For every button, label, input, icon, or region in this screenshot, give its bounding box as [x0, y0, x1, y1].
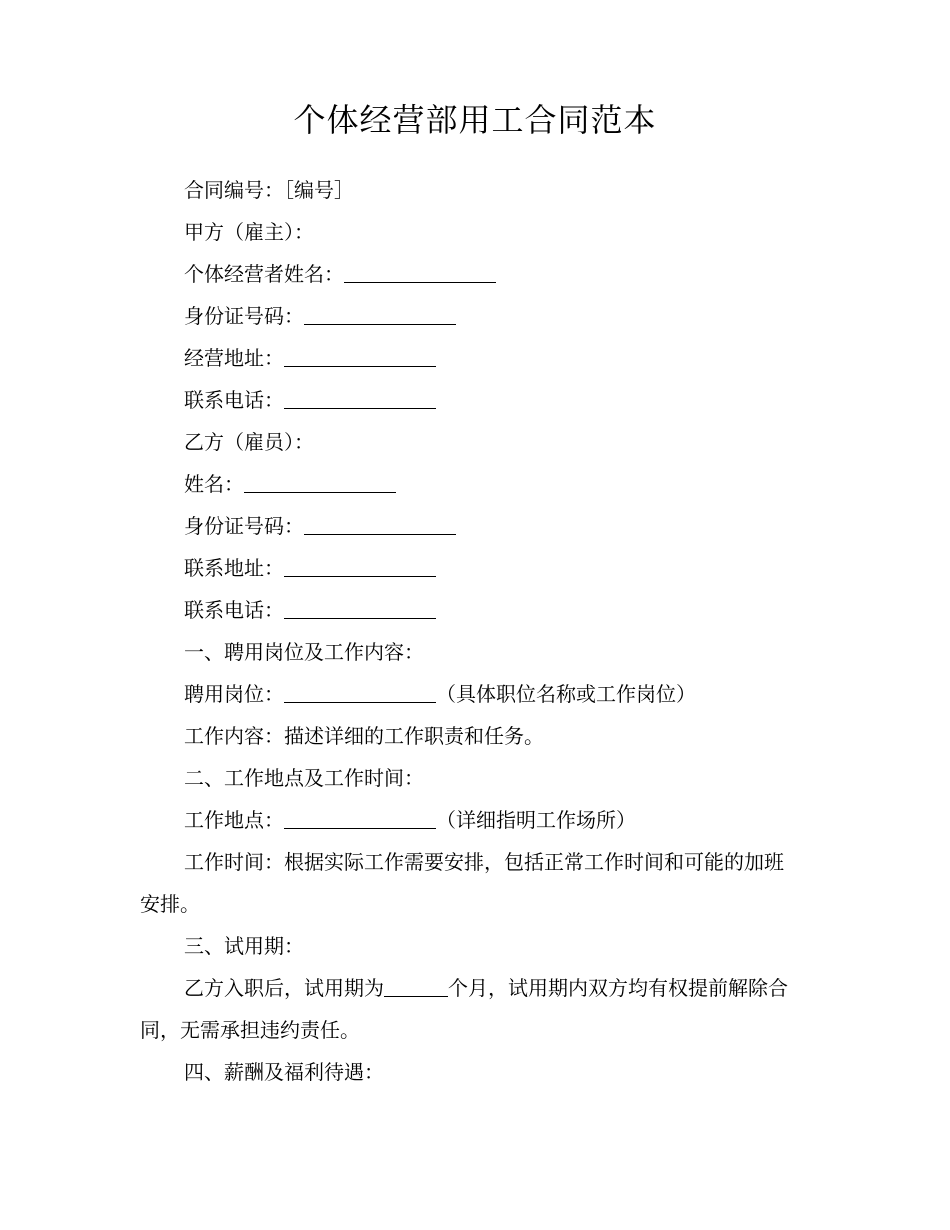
party-a-id-label: 身份证号码： — [184, 304, 304, 328]
party-b-name-line — [140, 463, 800, 505]
section2-heading: 二、工作地点及工作时间： — [184, 766, 424, 790]
contract-number-label: 合同编号： — [184, 178, 284, 202]
probation-months-blank — [384, 974, 448, 997]
probation-text-after: 个月，试用期内双方均有权提前解除合同，无需承担违约责任。 — [140, 976, 788, 1042]
party-a-name-label: 个体经营者姓名： — [184, 262, 344, 286]
work-place-blank — [284, 806, 436, 829]
party-a-heading: 甲方（雇主）： — [184, 220, 314, 244]
party-a-id-blank — [304, 302, 456, 325]
party-b-address-label: 联系地址： — [184, 556, 284, 580]
work-content-line: 工作内容：描述详细的工作职责和任务。 — [184, 724, 544, 748]
party-b-address-line — [140, 547, 800, 589]
party-b-name-label: 姓名： — [184, 472, 244, 496]
party-a-address-line — [140, 337, 800, 379]
party-b-phone-line — [140, 589, 800, 631]
party-a-phone-blank — [284, 386, 436, 409]
contract-number-line — [140, 169, 800, 211]
probation-text-before: 乙方入职后，试用期为 — [184, 976, 384, 1000]
party-b-heading: 乙方（雇员）： — [184, 430, 314, 454]
position-note: （具体职位名称或工作岗位） — [436, 682, 696, 706]
party-a-phone-label: 联系电话： — [184, 388, 284, 412]
party-b-name-blank — [244, 470, 396, 493]
party-a-address-label: 经营地址： — [184, 346, 284, 370]
party-b-id-blank — [304, 512, 456, 535]
contract-number-value: ［编号］ — [284, 178, 354, 202]
work-place-line — [140, 799, 800, 841]
party-a-address-blank — [284, 344, 436, 367]
section3-heading: 三、试用期： — [184, 934, 304, 958]
party-a-name-blank — [344, 260, 496, 283]
probation-paragraph — [140, 967, 800, 1051]
section1-heading: 一、聘用岗位及工作内容： — [184, 640, 424, 664]
party-a-name-line — [140, 253, 800, 295]
work-time-paragraph: 工作时间：根据实际工作需要安排，包括正常工作时间和可能的加班安排。 — [140, 850, 784, 916]
party-b-id-line — [140, 505, 800, 547]
work-place-note: （详细指明工作场所） — [436, 808, 636, 832]
party-a-phone-line — [140, 379, 800, 421]
party-b-address-blank — [284, 554, 436, 577]
section4-heading: 四、薪酬及福利待遇： — [184, 1060, 384, 1084]
document-title: 个体经营部用工合同范本 — [293, 101, 657, 139]
document-body — [140, 169, 800, 1093]
work-place-label: 工作地点： — [184, 808, 284, 832]
party-b-phone-label: 联系电话： — [184, 598, 284, 622]
party-b-id-label: 身份证号码： — [184, 514, 304, 538]
party-b-phone-blank — [284, 596, 436, 619]
position-blank — [284, 680, 436, 703]
party-a-id-line — [140, 295, 800, 337]
position-label: 聘用岗位： — [184, 682, 284, 706]
position-line — [140, 673, 800, 715]
